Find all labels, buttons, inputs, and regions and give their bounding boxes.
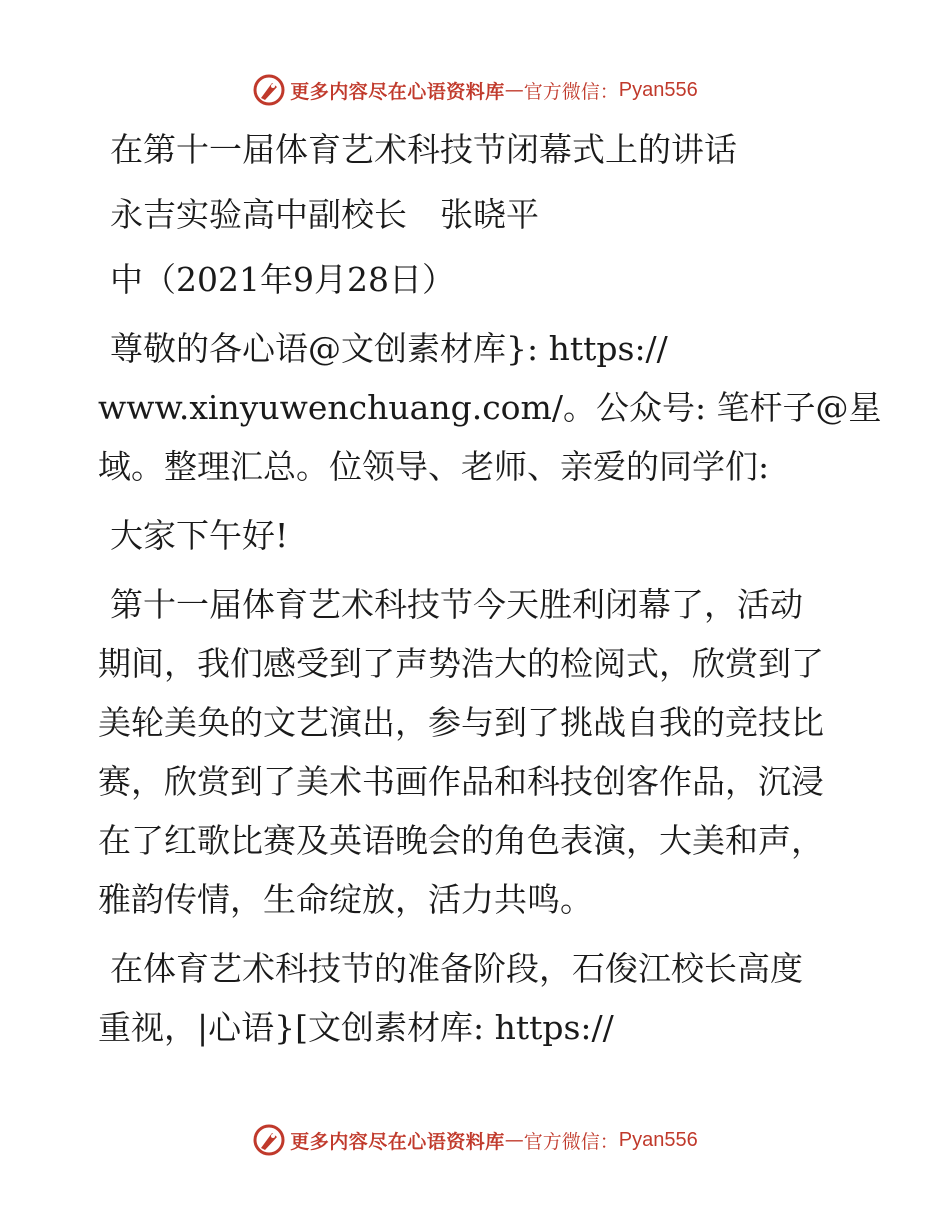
paragraph-line: 在了红歌比赛及英语晚会的角色表演，大美和声， bbox=[98, 821, 824, 860]
banner-account: Pyan556 bbox=[618, 78, 698, 101]
header-watermark-banner bbox=[0, 70, 950, 110]
paragraph-line: 美轮美奂的文艺演出，参与到了挑战自我的竞技比 bbox=[98, 703, 824, 742]
doc-date: 中（2021年9月28日） bbox=[110, 260, 455, 299]
banner-text: 更多内容尽在心语资料库 bbox=[290, 1130, 505, 1153]
banner-separator: — bbox=[504, 1129, 524, 1151]
greeting-line: 域。整理汇总。位领导、老师、亲爱的同学们: bbox=[98, 447, 770, 486]
paragraph-line: 第十一届体育艺术科技节今天胜利闭幕了，活动 bbox=[110, 585, 803, 624]
pen-nib-logo-icon bbox=[252, 1123, 286, 1157]
paragraph-line: 期间，我们感受到了声势浩大的检阅式，欣赏到了 bbox=[98, 644, 824, 683]
banner-text: 更多内容尽在心语资料库 bbox=[290, 80, 505, 103]
paragraph-line: 雅韵传情，生命绽放，活力共鸣。 bbox=[98, 880, 593, 919]
paragraph-2 bbox=[98, 939, 858, 1057]
paragraph-line: 重视，|心语}[文创素材库: https:// bbox=[98, 1008, 614, 1047]
salutation: 大家下午好! bbox=[110, 516, 289, 555]
greeting-line: www.xinyuwenchuang.com/。公众号: 笔杆子@星 bbox=[98, 388, 882, 427]
document-body bbox=[98, 120, 882, 1067]
paragraph-1 bbox=[98, 575, 858, 929]
greeting-line: 尊敬的各心语@文创素材库}: https:// bbox=[110, 329, 668, 368]
doc-title: 在第十一届体育艺术科技节闭幕式上的讲话 bbox=[110, 130, 737, 169]
greeting-paragraph bbox=[98, 319, 882, 496]
banner-separator: — bbox=[504, 79, 524, 101]
banner-wechat-label: 官方微信： bbox=[523, 1130, 619, 1153]
banner-account: Pyan556 bbox=[618, 1128, 698, 1151]
doc-author: 永吉实验高中副校长 张晓平 bbox=[110, 195, 539, 234]
pen-nib-logo-icon bbox=[252, 73, 286, 107]
footer-watermark-banner bbox=[0, 1120, 950, 1160]
banner-wechat-label: 官方微信： bbox=[523, 80, 619, 103]
paragraph-line: 在体育艺术科技节的准备阶段，石俊江校长高度 bbox=[110, 949, 803, 988]
paragraph-line: 赛，欣赏到了美术书画作品和科技创客作品，沉浸 bbox=[98, 762, 824, 801]
